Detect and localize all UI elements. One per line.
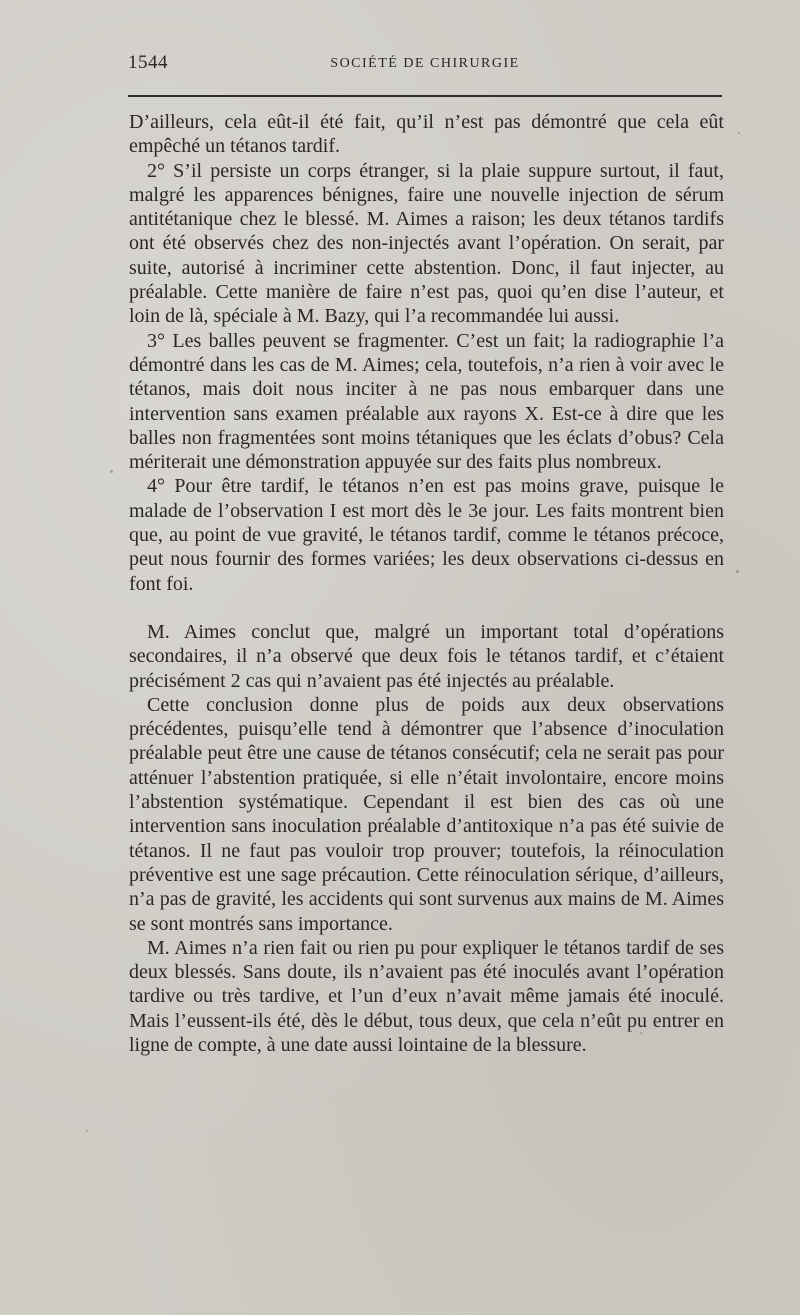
paragraph-continuation: D’ailleurs, cela eût-il été fait, qu’il n’est pas démontré que cela eût empêché un tétanos tardif.	[129, 111, 724, 158]
page-number: 1544	[128, 52, 168, 73]
paragraph-point-2: 2° S’il persiste un corps étranger, si la plaie suppure surtout, il faut, malgré les apparences bénignes, faire une nouvelle injection de sérum antitétanique chez le blessé. M. Aimes a raison; les deux tétanos tardifs ont été observés chez des non-injectés avant l’opération. On serait, par suite, autorisé à incriminer cette abstention. Donc, il faut injecter, au préalable. Cette manière de faire n’est pas, quoi qu’en dise l’auteur, et loin de là, spéciale à M. Bazy, qui l’a recommandée lui aussi.	[129, 159, 724, 328]
body-text	[129, 110, 724, 1057]
paragraph-final: M. Aimes n’a rien fait ou rien pu pour expliquer le tétanos tardif de ses deux blessés. Sans doute, ils n’avaient pas été inoculés avant l’opération tardive ou très tardive, et l’un d’eux n’avait même jamais été inoculé. Mais l’eussent-ils été, dès le début, tous deux, que cela n’eût pu entrer en ligne de compte, à une date aussi lointaine de la blessure.	[129, 936, 724, 1056]
paragraph-commentary: Cette conclusion donne plus de poids aux deux observations précédentes, puisqu’elle tend à démontrer que l’absence d’inoculation préalable peut être une cause de tétanos consécutif; cela ne serait pas pour atténuer l’abstention pratiquée, si elle n’était involontaire, encore moins l’abstention systématique. Cependant il est bien des cas où une intervention sans inoculation préalable d’antitoxique n’a pas été suivie de tétanos. Il ne faut pas vouloir trop prouver; toutefois, la réinoculation préventive est une sage précaution. Cette réinoculation sérique, d’ailleurs, n’a pas de gravité, les accidents qui sont survenus aux mains de M. Aimes se sont montrés sans importance.	[129, 693, 724, 935]
paragraph-aimes-conclusion: M. Aimes conclut que, malgré un important total d’opérations secondaires, il n’a observé que deux fois le tétanos tardif, et c’étaient précisément 2 cas qui n’avaient pas été injectés au préalable.	[129, 620, 724, 692]
paragraph-point-4: 4° Pour être tardif, le tétanos n’en est pas moins grave, puisque le malade de l’observation I est mort dès le 3e jour. Les faits montrent bien que, au point de vue gravité, le tétanos tardif, comme le tétanos précoce, peut nous fournir des formes variées; les deux observations ci-dessus en font foi.	[129, 475, 724, 595]
paper-speck	[110, 470, 113, 473]
header-rule	[128, 95, 722, 97]
running-head: SOCIÉTÉ DE CHIRURGIE	[330, 56, 520, 71]
page-header	[128, 52, 722, 78]
paper-speck	[640, 1032, 642, 1034]
paper-speck	[86, 1130, 88, 1132]
paragraph-point-3: 3° Les balles peuvent se fragmenter. C’est un fait; la radiographie l’a démontré dans les cas de M. Aimes; cela, toutefois, n’a rien à voir avec le tétanos, mais doit nous inciter à ne pas nous embarquer dans une intervention sans examen préalable aux rayons X. Est-ce à dire que les balles non fragmentées sont moins tétaniques que les éclats d’obus? Cela mériterait une démonstration appuyée sur des faits plus nombreux.	[129, 329, 724, 474]
paper-speck	[736, 570, 739, 573]
paper-speck	[738, 132, 740, 134]
